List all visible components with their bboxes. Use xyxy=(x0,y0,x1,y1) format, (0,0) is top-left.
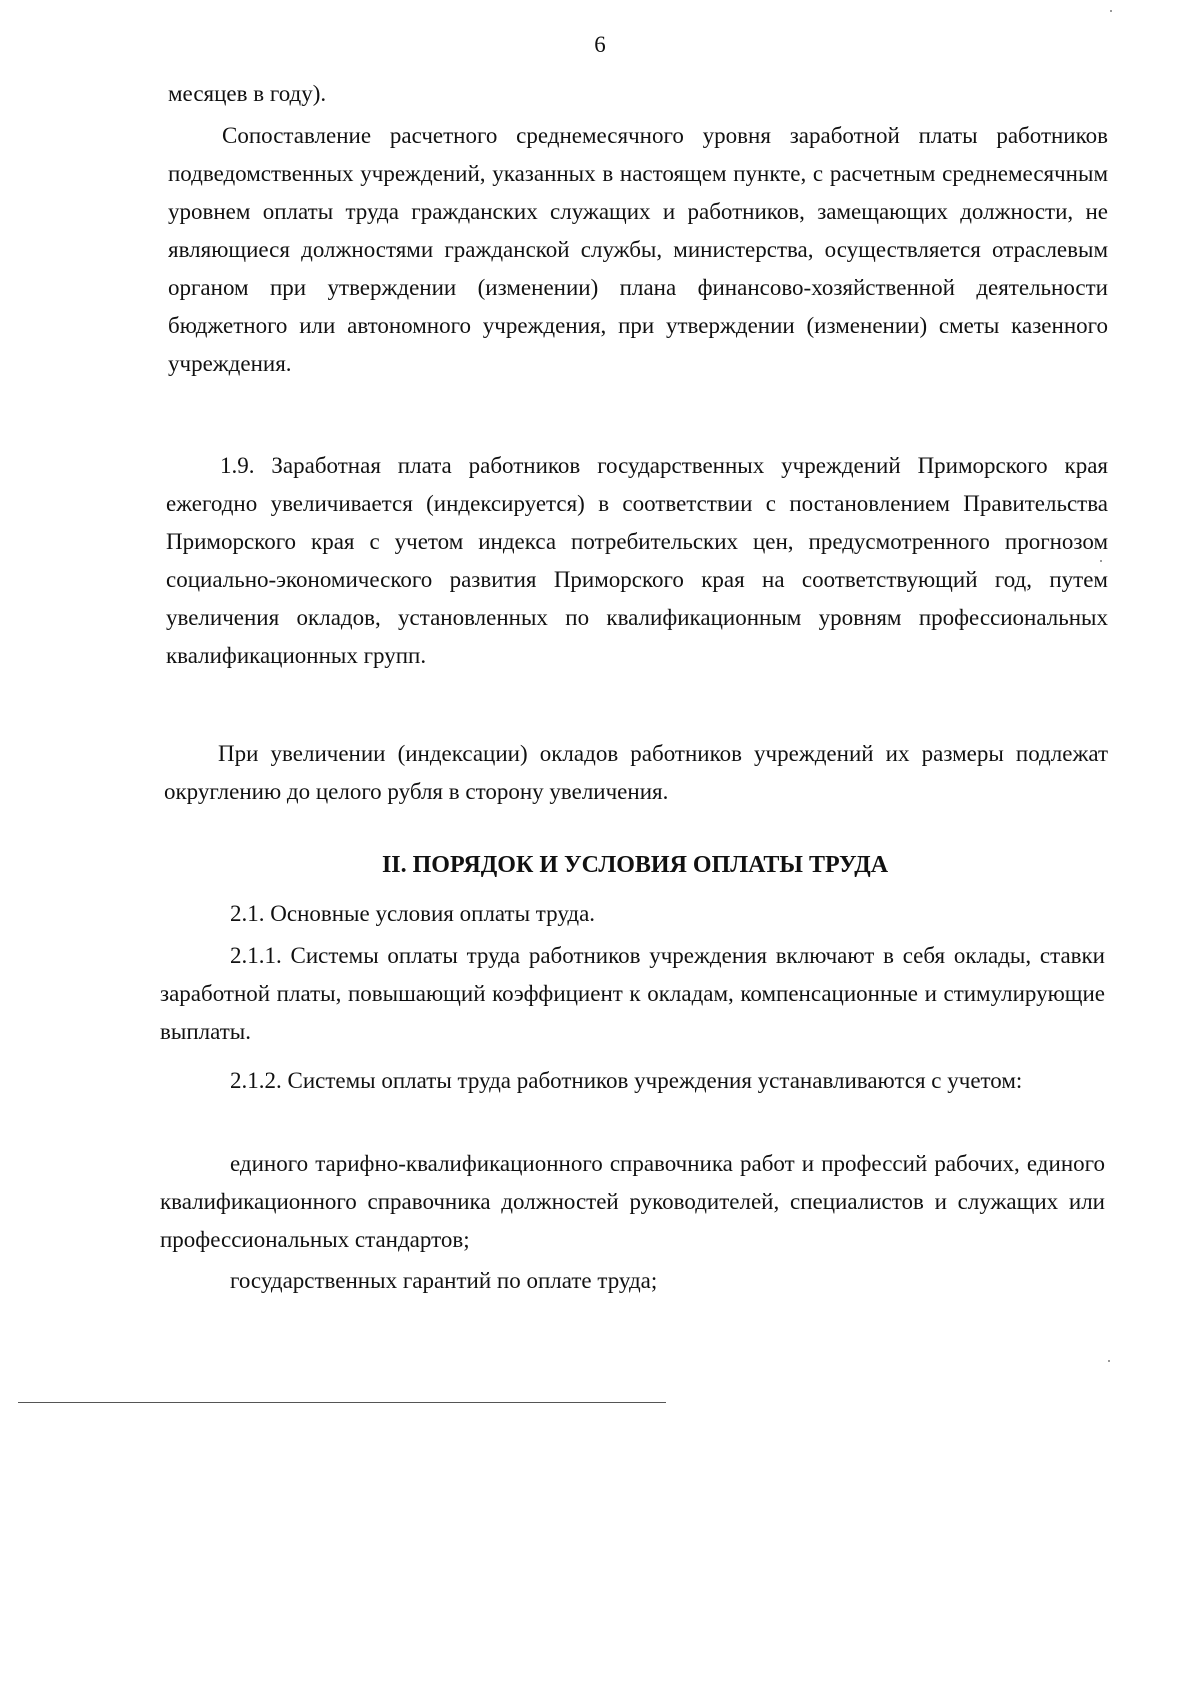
paragraph-continuation: месяцев в году). xyxy=(168,81,327,106)
paragraph-1-9-indexation: 1.9. Заработная плата работников государственных учреждений Приморского края ежегодно увеличивается (индексируется) в соответствии с постановлением Правительства Приморского края с учетом индекса потребительских цен, предусмотренного прогнозом социально-экономического развития Приморского края на соответствующий год, путем увеличения окладов, установленных по квалификационным уровням профессиональных квалификационных групп. xyxy=(166,453,1108,668)
paragraph-2-1-1: 2.1.1. Системы оплаты труда работников учреждения включают в себя оклады, ставки заработной платы, повышающий коэффициент к окладам, компенсационные и стимулирующие выплаты. xyxy=(160,943,1105,1044)
paragraph-2-1: 2.1. Основные условия оплаты труда. xyxy=(230,901,596,926)
paragraph-rounding: При увеличении (индексации) окладов работников учреждений их размеры подлежат округлению до целого рубля в сторону увеличения. xyxy=(164,741,1108,804)
page-number: 6 xyxy=(594,32,606,57)
scan-speck xyxy=(1110,10,1112,12)
scan-speck xyxy=(1108,1360,1110,1362)
paragraph-state-guarantees: государственных гарантий по оплате труда; xyxy=(230,1268,658,1293)
section-heading: II. ПОРЯДОК И УСЛОВИЯ ОПЛАТЫ ТРУДА xyxy=(381,852,889,878)
paragraph-2-1-2: 2.1.2. Системы оплаты труда работников учреждения устанавливаются с учетом: xyxy=(230,1068,1023,1093)
scan-speck xyxy=(1100,560,1102,562)
paragraph-tariff-reference: единого тарифно-квалификационного справочника работ и профессий рабочих, единого квалификационного справочника должностей руководителей, специалистов и служащих или профессиональных стандартов; xyxy=(160,1151,1105,1252)
paragraph-comparison: Сопоставление расчетного среднемесячного уровня заработной платы работников подведомственных учреждений, указанных в настоящем пункте, с расчетным среднемесячным уровнем оплаты труда гражданских служащих и работников, замещающих должности, не являющиеся должностями гражданской службы, министерства, осуществляется отраслевым органом при утверждении (изменении) плана финансово-хозяйственной деятельности бюджетного или автономного учреждения, при утверждении (изменении) сметы казенного учреждения. xyxy=(168,123,1108,376)
footnote-divider xyxy=(18,1402,666,1403)
